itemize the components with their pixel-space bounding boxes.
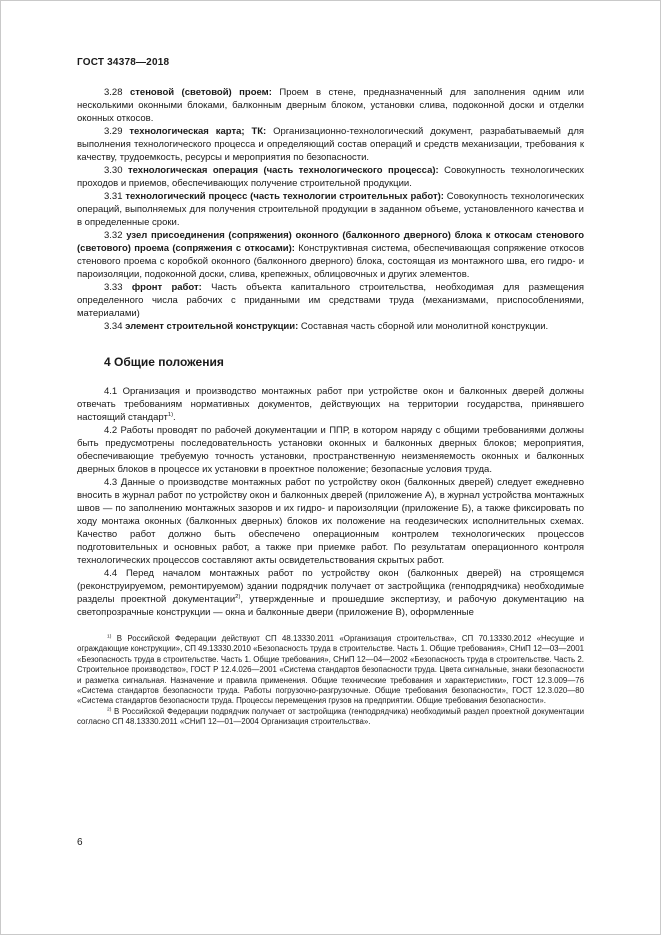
paragraph-4-4 — [77, 567, 584, 619]
paragraph-text: , утвержденные и прошедшие экспертизу, и рабочую документацию на светопрозрачные конструкции — окна и балконные двери (приложение В), оформленные — [77, 594, 584, 618]
paragraph-text: . — [173, 412, 176, 423]
term-entry-3-34 — [77, 320, 584, 333]
term-definition: Часть объекта капитального строительства, необходимая для размещения определенного числа рабочих с приданными им средствами труда (механизмами, приспособлениями, материалами) — [77, 282, 584, 319]
footnote-marker-1: 1) — [107, 634, 112, 640]
paragraph-text: 4.2 Работы проводят по рабочей документации и ППР, в котором наряду с общими требованиями должны быть предусмотрены последовательность установки оконных и балконных дверных блоков; мероприятия, обеспечивающие требуемую точность установки, пространственную неизменяемость оконных и балконных дверных блоков в процессе их установки в проектное положение; безопасные условия труда. — [77, 425, 584, 475]
footnote-text: В Российской Федерации подрядчик получает от застройщика (генподрядчика) необходимый раздел проектной документации согласно СП 48.13330.2011 «СНиП 12—01—2004 Организация строительства». — [77, 706, 584, 727]
term-name: стеновой (световой) проем: — [129, 87, 272, 98]
term-number: 3.29 — [104, 126, 123, 137]
term-definition: Совокупность технологических проходов и приемов, обеспечивающих получение строительной продукции. — [77, 165, 585, 189]
term-name: технологическая карта; ТК: — [129, 126, 267, 137]
term-number: 3.33 — [104, 282, 123, 293]
term-entry-3-32 — [77, 229, 584, 281]
term-entry-3-33 — [77, 281, 584, 320]
term-name: элемент строительной конструкции: — [125, 321, 299, 332]
paragraph-text: 4.1 Организация и производство монтажных работ при устройстве окон и балконных дверей должны отвечать требованиям нормативных документов, действующих на территории государства, принявшего настоящий стандарт — [77, 386, 584, 423]
document-number: ГОСТ 34378—2018 — [77, 57, 170, 68]
term-definition: Составная часть сборной или монолитной конструкции. — [300, 321, 549, 332]
footnote-1 — [77, 634, 584, 707]
paragraph-4-1 — [77, 385, 584, 424]
term-name: узел присоединения (сопряжения) оконного (балконного дверного) блока к откосам стенового (светового) проема (сопряжения с откосами): — [77, 230, 585, 254]
document-body — [77, 86, 584, 728]
section-heading: 4 Общие положения — [104, 355, 224, 369]
footnote-marker-2: 2) — [107, 707, 112, 713]
term-entry-3-31 — [77, 190, 584, 229]
term-entry-3-30 — [77, 164, 584, 190]
term-number: 3.28 — [104, 87, 123, 98]
paragraph-4-3 — [77, 476, 584, 567]
term-entry-3-28 — [77, 86, 584, 125]
term-definition: Организационно-технологический документ, разрабатываемый для выполнения технологического процесса и определяющий состав операций и средств механизации, требования к качеству, трудоемкость, ресурсы и мероприятия по безопасности. — [77, 126, 585, 163]
term-definition: Проем в стене, предназначенный для заполнения одним или несколькими оконными блоками, балконным дверным блоком, установки слива, подоконной доски и отделки оконных откосов. — [77, 87, 585, 124]
footnote-reference-2: 2) — [235, 593, 241, 600]
term-definition: Совокупность технологических операций, выполняемых для получения строительной продукции в заданном объеме, установленного качества и в определенные сроки. — [77, 191, 584, 228]
term-definition: Конструктивная система, обеспечивающая сопряжение откосов стенового проема с коробкой оконного (балконного дверного) блока, состоящая из монтажного шва, его гидро- и пароизоляции, подоконной доски, слива, крепежных, облицовочных и других элементов. — [77, 243, 584, 280]
footnote-reference-1: 1) — [167, 411, 174, 418]
term-name: технологическая операция (часть технологического процесса): — [127, 165, 439, 176]
term-number: 3.32 — [104, 230, 123, 241]
term-number: 3.31 — [104, 191, 123, 202]
page-number: 6 — [77, 837, 83, 848]
paragraph-text: 4.3 Данные о производстве монтажных работ по устройству окон (балконных дверей) следует ежедневно вносить в журнал работ по устройству окон и балконных дверей (приложение А), в журнал устройства монтажных швов — по заполнению монтажных зазоров и их гидро- и пароизоляции (приложение Б), а также фиксировать по ходу монтажа оконных (балконных дверных) блоков их положение на геодезических исполнительных схемах. Качество работ должно быть обеспечено операционным контролем технологических процессов подготовительных и основных работ, а также при приемке работ. По результатам операционного контроля технологических процессов составляют акты освидетельствования скрытых работ. — [77, 477, 584, 566]
term-name: технологический процесс (часть технологии строительных работ): — [125, 191, 444, 202]
term-entry-3-29 — [77, 125, 584, 164]
footnote-2 — [77, 707, 584, 728]
term-name: фронт работ: — [131, 282, 202, 293]
term-number: 3.34 — [104, 321, 123, 332]
paragraph-4-2 — [77, 424, 584, 476]
footnotes-block — [77, 634, 584, 728]
term-number: 3.30 — [104, 165, 123, 176]
footnote-text: В Российской Федерации действуют СП 48.13330.2011 «Организация строительства», СП 70.13330.2012 «Несущие и ограждающие конструкции», СП 49.13330.2010 «Безопасность труда в строительстве. Часть 1. Общие требования», СНиП 12—03—2001 «Безопасность труда в строительстве. Часть 1. Общие требования», СНиП 12—04—2002 «Безопасность труда в строительстве. Часть 2. Строительное производство», ГОСТ Р 12.4.026—2001 «Система стандартов безопасности труда. Цвета сигнальные, знаки безопасности и разметка сигнальная. Назначение и правила применения. Общие технические требования и характеристики», ГОСТ 12.3.009—76 «Система стандартов безопасности труда. Работы погрузочно-разгрузочные. Общие требования безопасности», ГОСТ 12.3.020—80 «Система стандартов безопасности труда. Процессы перемещения грузов на предприятии. Общие требования безопасности». — [77, 634, 584, 706]
paragraph-text: 4.4 Перед началом монтажных работ по устройству окон (балконных дверей) на строящемся (реконструируемом, ремонтируемом) здании подрядчик получает от застройщика (генподрядчика) необходимые разделы проектной документации — [77, 568, 584, 605]
